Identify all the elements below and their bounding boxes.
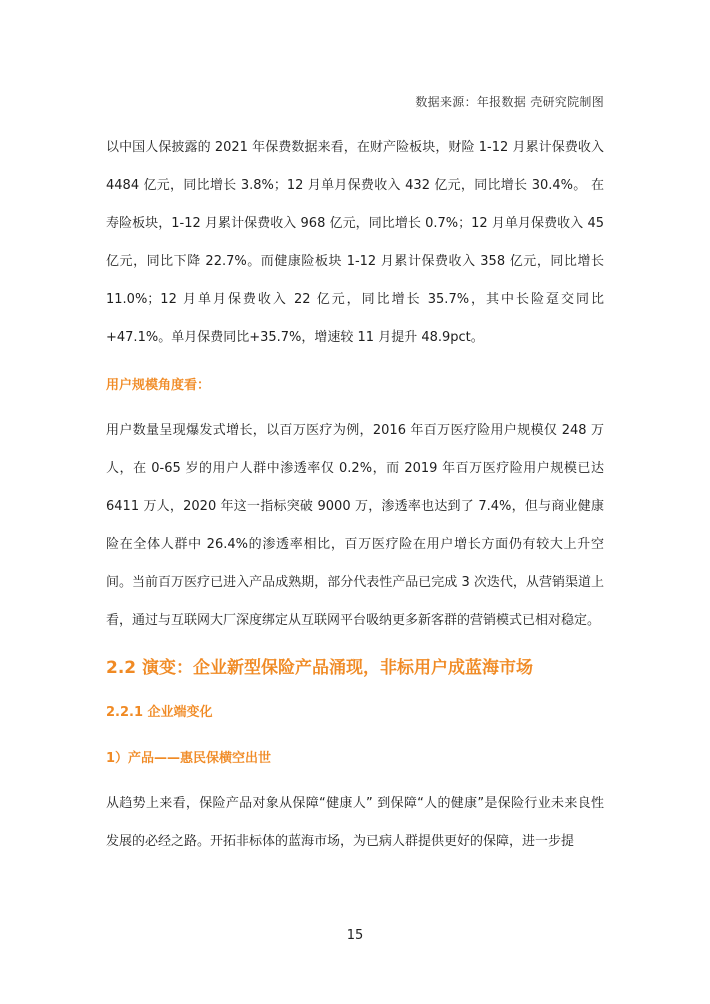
page-number: 15: [346, 928, 364, 943]
paragraph-premium-data: 以中国人保披露的 2021 年保费数据来看，在财产险板块，财险 1-12 月累计保费收入 4484 亿元，同比增长 3.8%；12 月单月保费收入 432 亿元，同比增长 30.4%。 在寿险板块，1-12 月累计保费收入 968 亿元，同比增长 0.7%；12 月单月保费收入 45 亿元，同比下降 22.7%。而健康险板块 1-12 月累计保费收入 358 亿元，同比增长 11.0%；12 月单月保费收入 22 亿元，同比增长 35.7%，其中长险趸交同比+47.1%。单月保费同比+35.7%，增速较 11 月提升 48.9pct。: [106, 140, 604, 345]
paragraph-trend: 从趋势上来看，保险产品对象从保障“健康人” 到保障“人的健康”是保险行业未来良性发展的必经之路。开拓非标体的蓝海市场，为已病人群提供更好的保障，进一步提: [106, 796, 604, 849]
data-source-caption: 数据来源：年报数据 壳研究院制图: [415, 95, 604, 109]
heading-product: 1）产品——惠民保横空出世: [106, 751, 272, 766]
section-heading-2-2: 2.2 演变：企业新型保险产品涌现，非标用户成蓝海市场: [106, 658, 534, 678]
heading-user-scale: 用户规模角度看：: [106, 378, 211, 393]
subsection-heading-2-2-1: 2.2.1 企业端变化: [106, 705, 213, 720]
paragraph-user-growth: 用户数量呈现爆发式增长，以百万医疗为例，2016 年百万医疗险用户规模仅 248 万人，在 0-65 岁的用户人群中渗透率仅 0.2%，而 2019 年百万医疗险用户规模已达 6411 万人，2020 年这一指标突破 9000 万，渗透率也达到了 7.4%，但与商业健康险在全体人群中 26.4%的渗透率相比，百万医疗险在用户增长方面仍有较大上升空间。当前百万医疗已进入产品成熟期，部分代表性产品已完成 3 次迭代，从营销渠道上看，通过与互联网大厂深度绑定从互联网平台吸纳更多新客群的营销模式已相对稳定。: [106, 423, 604, 628]
